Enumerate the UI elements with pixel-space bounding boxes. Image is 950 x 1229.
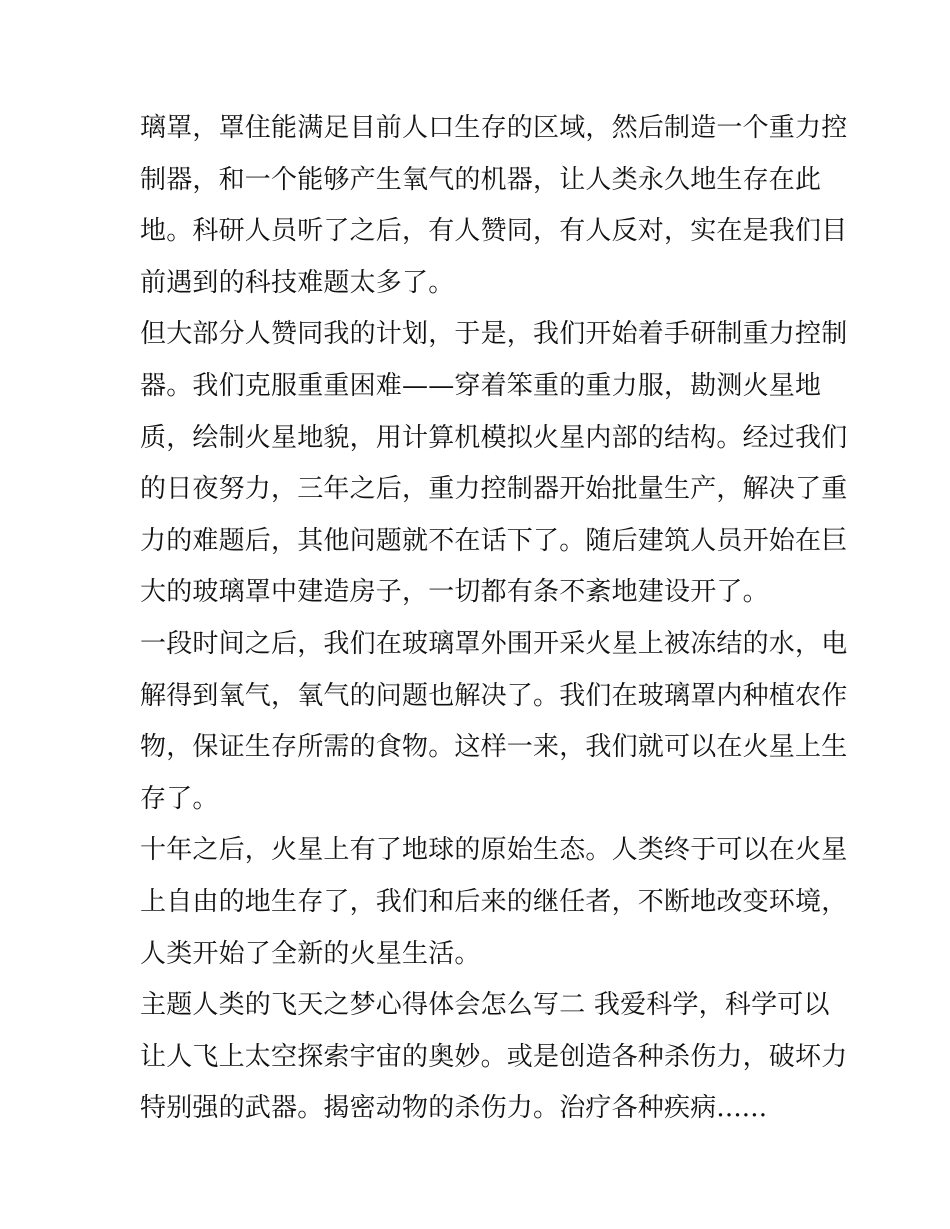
text-line: 但大部分人赞同我的计划，于是，我们开始着手研制重力控制 <box>140 319 848 350</box>
text-line: 器。我们克服重重困难——穿着笨重的重力服，勘测火星地 <box>140 370 822 401</box>
text-line: 人类开始了全新的火星生活。 <box>140 938 481 969</box>
text-line: 存了。 <box>140 783 219 814</box>
text-line: 质，绘制火星地貌，用计算机模拟火星内部的结构。经过我们 <box>140 422 848 453</box>
text-line: 制器，和一个能够产生氧气的机器，让人类永久地生存在此 <box>140 164 822 195</box>
body-text <box>140 103 848 1135</box>
text-line: 一段时间之后，我们在玻璃罩外围开采火星上被冻结的水，电 <box>140 628 848 659</box>
text-line: 前遇到的科技难题太多了。 <box>140 267 455 298</box>
text-line: 大的玻璃罩中建造房子，一切都有条不紊地建设开了。 <box>140 577 769 608</box>
text-line: 解得到氧气，氧气的问题也解决了。我们在玻璃罩内种植农作 <box>140 680 848 711</box>
text-line: 地。科研人员听了之后，有人赞同，有人反对，实在是我们目 <box>140 216 848 247</box>
text-line: 十年之后，火星上有了地球的原始生态。人类终于可以在火星 <box>140 835 848 866</box>
text-line: 力的难题后，其他问题就不在话下了。随后建筑人员开始在巨 <box>140 525 848 556</box>
text-line: 璃罩，罩住能满足目前人口生存的区域，然后制造一个重力控 <box>140 113 848 143</box>
text-line: 主题人类的飞天之梦心得体会怎么写二 我爱科学，科学可以 <box>140 990 830 1021</box>
text-line: 物，保证生存所需的食物。这样一来，我们就可以在火星上生 <box>140 732 848 763</box>
text-line: 让人飞上太空探索宇宙的奥妙。或是创造各种杀伤力，破坏力 <box>140 1041 848 1072</box>
text-line: 上自由的地生存了，我们和后来的继任者，不断地改变环境， <box>140 886 848 917</box>
text-line: 的日夜努力，三年之后，重力控制器开始批量生产，解决了重 <box>140 474 848 505</box>
text-line: 特别强的武器。揭密动物的杀伤力。治疗各种疾病...... <box>140 1093 768 1124</box>
